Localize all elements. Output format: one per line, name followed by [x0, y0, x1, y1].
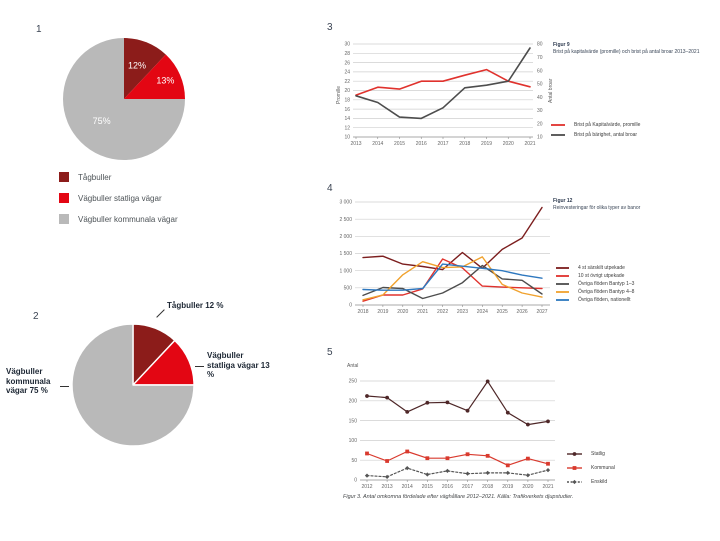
legend-label: 4 st särskilt utpekade [578, 265, 625, 271]
marker-kommunal-2016 [446, 456, 450, 460]
marker-statlig-2014 [405, 410, 409, 414]
y-tick-label-1000: 1 000 [339, 268, 352, 275]
series-line-statlig [367, 381, 548, 424]
x-tick-label-2021: 2021 [542, 484, 554, 490]
legend-label: Vägbuller statliga vägar [78, 193, 162, 203]
marker-kommunal-2018 [486, 454, 490, 458]
figure-5-chart-svg [338, 372, 580, 496]
marker-statlig-2015 [425, 401, 429, 405]
legend-label: Statlig [591, 451, 605, 457]
x-tick-label-2021: 2021 [417, 309, 429, 315]
x-tick-label-2018: 2018 [459, 141, 471, 147]
legend-label: 10 st övrigt utpekade [578, 273, 625, 279]
legend-item-vagbuller-kommunala-vagar [59, 214, 178, 224]
4-st-sarskilt-utpekade-line-swatch [556, 264, 573, 272]
marker-enskild-2014 [405, 466, 409, 470]
figure-2-number: 2 [33, 311, 39, 322]
x-tick-label-2019: 2019 [377, 309, 389, 315]
right-y-tick-label-10: 10 [537, 134, 543, 141]
x-tick-label-2022: 2022 [436, 309, 449, 315]
legend-label: Övriga flöden Bantyp 4–8 [578, 289, 635, 295]
figure-3-number: 3 [327, 22, 333, 33]
figure-3-title-block [553, 42, 699, 56]
legend-item-ovriga-floden-bantyp-4-8 [556, 288, 634, 296]
y-tick-label-26: 26 [344, 60, 350, 67]
marker-statlig-2017 [466, 409, 470, 413]
callout-kommunala-vagar: Vägbuller kommunala vägar 75 % [6, 367, 51, 396]
legend-label: Kommunal [591, 465, 615, 471]
figure-3-line-chart [336, 38, 572, 159]
y-tick-label-24: 24 [344, 69, 350, 76]
y-tick-label-3000: 3 000 [339, 199, 352, 206]
x-tick-label-2015: 2015 [393, 141, 406, 147]
marker-kommunal-2020 [526, 457, 530, 461]
vagbuller-kommunala-vagar-color-swatch [59, 214, 69, 224]
legend-item-ovriga-floden-bantyp-1-3 [556, 280, 634, 288]
right-y-tick-label-80: 80 [537, 41, 543, 48]
figure-5-number: 5 [327, 347, 333, 358]
figure-2-pie-chart [71, 323, 195, 452]
y-tick-label-250: 250 [348, 378, 357, 385]
brist-pa-kapitalvarde-promille-line-swatch [551, 121, 569, 129]
x-tick-label-2016: 2016 [415, 141, 427, 147]
marker-statlig-2019 [506, 411, 510, 415]
y-tick-label-0: 0 [354, 477, 357, 484]
y-tick-label-16: 16 [344, 106, 350, 113]
figure-1-number: 1 [36, 24, 42, 35]
ovriga-floden-bantyp-1-3-line-swatch [556, 280, 573, 288]
marker-enskild-2019 [506, 471, 510, 475]
marker-enskild-2012 [365, 474, 369, 478]
statlig-line-swatch [567, 450, 586, 458]
x-tick-label-2026: 2026 [516, 309, 528, 315]
marker-kommunal-2015 [425, 456, 429, 460]
legend-item-kommunal [567, 461, 615, 475]
figure-4-legend [556, 264, 634, 304]
x-tick-label-2019: 2019 [502, 484, 514, 490]
marker-statlig-2013 [385, 396, 389, 400]
legend-label: Brist på Kapitalvärde, promille [574, 122, 641, 128]
right-y-tick-label-40: 40 [537, 94, 543, 101]
legend-label: Brist på bärighet, antal broar [574, 132, 638, 138]
marker-kommunal-2013 [385, 459, 389, 463]
callout-tagbuller: Tågbuller 12 % [167, 301, 224, 310]
figure-3-title: Figur 9 [553, 42, 570, 48]
x-tick-label-2020: 2020 [522, 484, 534, 490]
marker-enskild-2018 [486, 471, 490, 475]
y-tick-label-10: 10 [344, 134, 350, 141]
y-tick-label-20: 20 [344, 88, 350, 95]
x-tick-label-2018: 2018 [482, 484, 494, 490]
y-tick-label-150: 150 [348, 418, 357, 425]
marker-kommunal-2014 [405, 450, 409, 454]
swatch-marker [573, 466, 577, 470]
ovriga-floden-bantyp-4-8-line-swatch [556, 288, 573, 296]
x-tick-label-2027: 2027 [536, 309, 548, 315]
x-tick-label-2015: 2015 [421, 484, 433, 490]
y-tick-label-14: 14 [344, 116, 350, 123]
marker-enskild-2015 [425, 472, 429, 476]
y-tick-label-28: 28 [344, 51, 350, 57]
y-tick-label-200: 200 [348, 398, 357, 405]
marker-enskild-2020 [526, 473, 530, 477]
figure-4-line-chart [333, 196, 575, 327]
figure-3-chart-svg [336, 38, 572, 154]
marker-kommunal-2012 [365, 452, 369, 456]
series-line-brist-pa-barighet-antal-broar [356, 48, 530, 118]
right-y-tick-label-50: 50 [537, 81, 543, 88]
x-tick-label-2021: 2021 [524, 141, 536, 147]
marker-kommunal-2021 [546, 462, 550, 466]
legend-item-brist-pa-kapitalvarde-promille [551, 120, 640, 130]
x-tick-label-2013: 2013 [381, 484, 393, 490]
x-tick-label-2012: 2012 [361, 484, 373, 490]
y-tick-label-500: 500 [343, 285, 352, 292]
figure-4-title-block [553, 198, 640, 212]
marker-enskild-2016 [445, 469, 449, 473]
legend-item-4-st-sarskilt-utpekade [556, 264, 634, 272]
y-tick-label-50: 50 [351, 457, 357, 464]
x-tick-label-2017: 2017 [437, 141, 449, 147]
pie-slice-value-vagbuller-kommunala-vagar: 75% [92, 115, 111, 126]
x-tick-label-2018: 2018 [357, 309, 369, 315]
pie-slice-value-vagbuller-statliga-vagar: 13% [156, 75, 175, 86]
y-tick-label-22: 22 [344, 78, 350, 85]
marker-statlig-2016 [446, 400, 450, 404]
marker-kommunal-2017 [466, 452, 470, 456]
figure-1-legend [59, 172, 178, 235]
x-tick-label-2024: 2024 [476, 309, 488, 315]
ovriga-floden-nationellt-line-swatch [556, 296, 573, 304]
x-tick-label-2019: 2019 [480, 141, 493, 147]
x-tick-label-2025: 2025 [496, 309, 508, 315]
vagbuller-statliga-vagar-color-swatch [59, 193, 69, 203]
series-line-4-st-sarskilt-utpekade [363, 208, 542, 270]
figure-1-pie-svg [62, 37, 186, 161]
10-st-ovrigt-utpekade-line-swatch [556, 272, 573, 280]
callout-line-tagbuller [156, 309, 164, 317]
y-tick-label-30: 30 [344, 41, 350, 48]
right-y-tick-label-30: 30 [537, 108, 543, 115]
figure-5-line-chart [338, 372, 580, 501]
y-tick-label-2000: 2 000 [339, 234, 352, 241]
right-y-tick-label-70: 70 [537, 54, 543, 61]
legend-label: Tågbuller [78, 172, 112, 182]
marker-enskild-2021 [546, 468, 550, 472]
x-tick-label-2020: 2020 [502, 141, 514, 147]
y-tick-label-2500: 2 500 [339, 216, 352, 223]
figure-3-right-axis-title: Antal broar [548, 78, 554, 103]
legend-item-statlig [567, 447, 615, 461]
figure-2-pie-svg [71, 323, 195, 447]
x-tick-label-2013: 2013 [350, 141, 362, 147]
y-tick-label-12: 12 [344, 125, 350, 132]
right-y-tick-label-20: 20 [537, 121, 543, 128]
tagbuller-color-swatch [59, 172, 69, 182]
marker-kommunal-2019 [506, 463, 510, 467]
marker-statlig-2021 [546, 419, 550, 423]
figure-5-axis-title: Antal [347, 363, 359, 369]
swatch-marker [573, 452, 577, 456]
y-tick-label-0: 0 [349, 302, 352, 309]
figure-1-pie-chart [62, 37, 186, 166]
enskild-line-swatch [567, 478, 586, 486]
x-tick-label-2014: 2014 [372, 141, 384, 147]
figure-3-legend [551, 120, 640, 140]
y-tick-label-18: 18 [344, 97, 350, 104]
x-tick-label-2020: 2020 [397, 309, 409, 315]
right-y-tick-label-60: 60 [537, 68, 543, 75]
legend-item-ovriga-floden-nationellt [556, 296, 634, 304]
figure-5-legend [567, 447, 615, 489]
series-line-enskild [367, 468, 548, 477]
legend-label: Övriga flöden, nationellt [578, 297, 631, 303]
legend-item-enskild [567, 475, 615, 489]
figure-5-caption: Figur 3. Antal omkomna fördelade efter väghållare 2012–2021. Källa: Trafikverkets djupstudier. [343, 494, 574, 500]
y-tick-label-1500: 1 500 [339, 251, 352, 258]
marker-statlig-2012 [365, 394, 369, 398]
figure-3-left-axis-title: Promille [336, 85, 342, 104]
marker-enskild-2013 [385, 475, 389, 479]
legend-label: Enskild [591, 479, 608, 485]
legend-item-tagbuller [59, 172, 178, 182]
legend-label: Vägbuller kommunala vägar [78, 214, 178, 224]
marker-statlig-2018 [486, 379, 490, 383]
legend-label: Övriga flöden Bantyp 1–3 [578, 281, 635, 287]
brist-pa-barighet-antal-broar-line-swatch [551, 131, 569, 139]
legend-item-10-st-ovrigt-utpekade [556, 272, 634, 280]
callout-statliga-vagar: Vägbuller statliga vägar 13 % [207, 351, 270, 380]
swatch-marker [572, 480, 576, 484]
pie-slice-value-tagbuller: 12% [127, 60, 147, 71]
series-line-kommunal [367, 452, 548, 466]
callout-line-kommunala [60, 386, 69, 387]
x-tick-label-2017: 2017 [461, 484, 474, 490]
figure-4-subtitle: Reinvesteringar för olika typer av banor [553, 204, 641, 211]
series-line-ovriga-floden-nationellt [363, 264, 542, 290]
legend-item-brist-pa-barighet-antal-broar [551, 130, 640, 140]
figure-4-number: 4 [327, 183, 333, 194]
x-tick-label-2016: 2016 [441, 484, 454, 490]
legend-item-vagbuller-statliga-vagar [59, 193, 178, 203]
marker-enskild-2017 [465, 472, 469, 476]
figure-4-chart-svg [333, 196, 575, 322]
marker-statlig-2020 [526, 423, 530, 427]
x-tick-label-2023: 2023 [456, 309, 469, 315]
x-tick-label-2014: 2014 [401, 484, 413, 490]
callout-line-statliga [195, 366, 204, 367]
kommunal-line-swatch [567, 464, 586, 472]
figure-3-subtitle: Brist på kapitalvärde (promille) och brist på antal broar 2013–2021 [553, 48, 700, 55]
y-tick-label-100: 100 [348, 438, 357, 445]
figure-4-title: Figur 12 [553, 198, 573, 204]
